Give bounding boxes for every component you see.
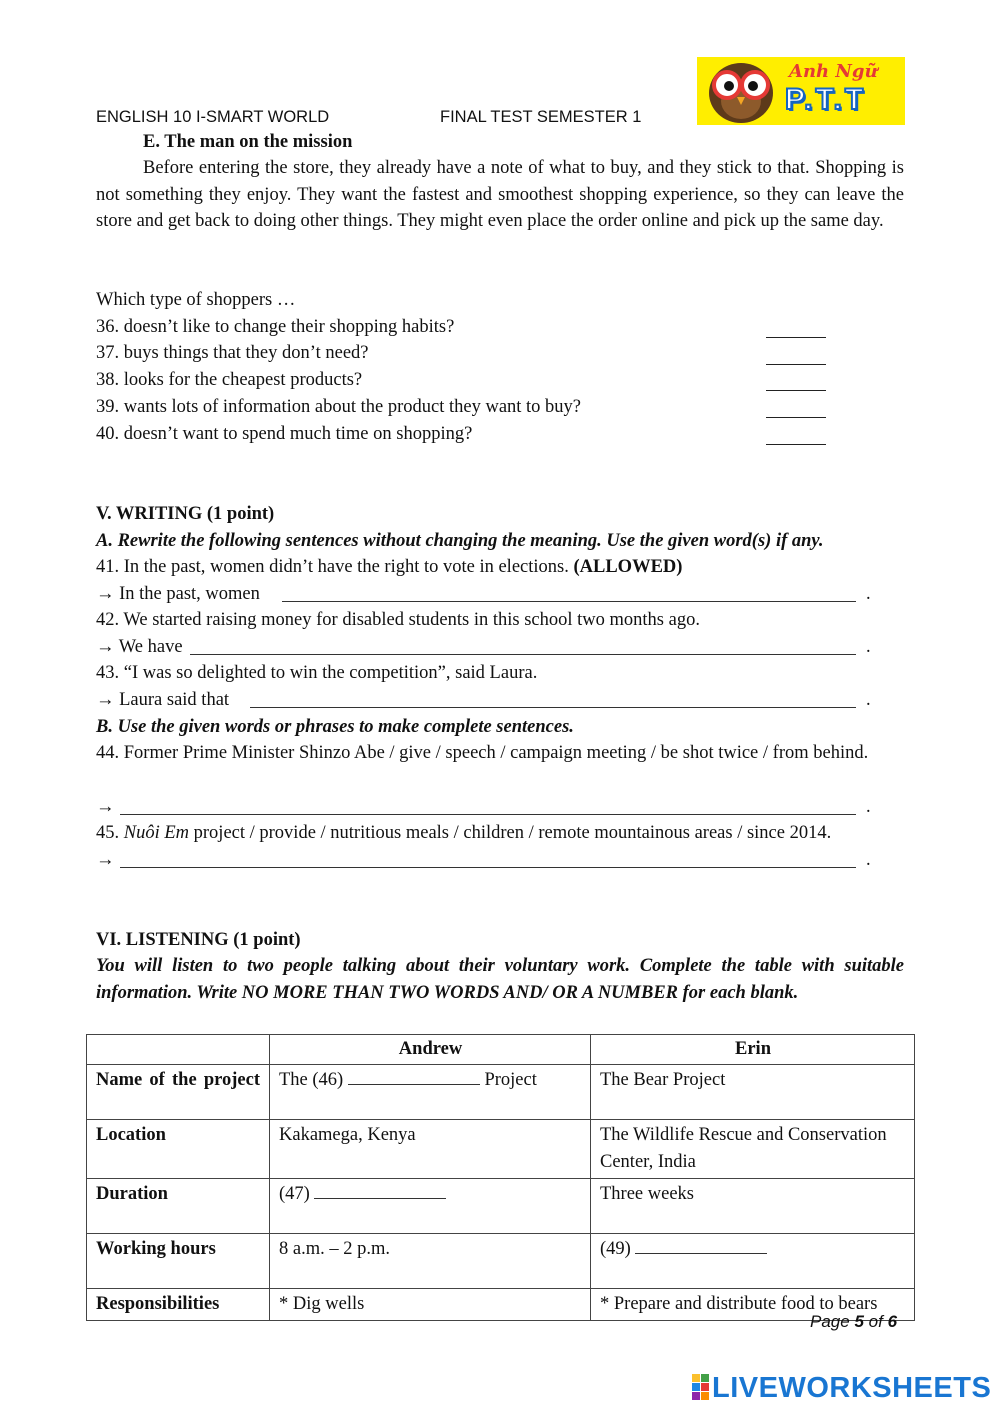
page-of: of — [868, 1312, 883, 1331]
page-prefix: Page — [810, 1312, 850, 1331]
logo-brand: P.T.T — [785, 83, 867, 116]
table-row — [87, 1234, 915, 1289]
answer-42-period: . — [866, 637, 871, 657]
table-row — [87, 1065, 915, 1120]
question-42: 42. We started raising money for disabled students in this school two months ago. — [96, 610, 700, 630]
listening-title: VI. LISTENING (1 point) — [96, 930, 301, 950]
writing-title: V. WRITING (1 point) — [96, 504, 275, 524]
answer-43-lead: → Laura said that — [96, 690, 230, 710]
header-test-name: FINAL TEST SEMESTER 1 — [440, 108, 642, 126]
cell-andrew-duration — [270, 1179, 591, 1234]
blank-49[interactable] — [635, 1237, 767, 1254]
cell-andrew-name-pre: The (46) — [279, 1070, 344, 1090]
row-label-responsibilities: Responsibilities — [87, 1289, 270, 1321]
cell-andrew-hours: 8 a.m. – 2 p.m. — [270, 1234, 591, 1289]
question-41-text: 41. In the past, women didn’t have the right to vote in elections. — [96, 557, 569, 577]
table-header-erin: Erin — [591, 1035, 915, 1065]
answer-blank-36[interactable] — [766, 337, 826, 338]
row-label-name-text: Name of the project — [96, 1070, 260, 1090]
answer-blank-40[interactable] — [766, 444, 826, 445]
cell-andrew-duration-text: (47) — [279, 1184, 310, 1204]
cell-andrew-responsibilities: * Dig wells — [270, 1289, 591, 1321]
row-label-name — [87, 1065, 270, 1120]
logo — [697, 57, 905, 125]
reading-paragraph: Before entering the store, they already have a note of what to buy, and they stick to that. Shopping is not something they enjoy. They want the fastest and smoothest shopping experience, so they can leave the store and get back to doing other things. They might even place the order online and pick up the same day. — [96, 158, 904, 231]
page-current: 5 — [854, 1312, 864, 1331]
answer-44-arrow: → — [96, 797, 115, 817]
cell-andrew-name-post: Project — [484, 1070, 537, 1090]
answer-blank-38[interactable] — [766, 390, 826, 391]
row-label-location: Location — [87, 1120, 270, 1179]
answer-blank-37[interactable] — [766, 364, 826, 365]
answer-45-arrow: → — [96, 850, 115, 870]
reading-section-title: E. The man on the mission — [143, 132, 353, 152]
writing-part-a: A. Rewrite the following sentences without changing the meaning. Use the given word(s) if any. — [96, 531, 824, 551]
owl-icon — [701, 57, 781, 125]
answer-44-line[interactable] — [120, 814, 856, 815]
table-header-empty — [87, 1035, 270, 1065]
table-row — [87, 1289, 915, 1321]
blank-47[interactable] — [314, 1182, 446, 1199]
page-number — [810, 1312, 897, 1332]
answer-blank-39[interactable] — [766, 417, 826, 418]
question-intro: Which type of shoppers … — [96, 290, 296, 310]
answer-41-lead: → In the past, women — [96, 584, 260, 604]
listening-instruction: You will listen to two people talking about their voluntary work. Complete the table with suitable information. Write NO MORE THAN TWO WORDS AND/ OR A NUMBER for each blank. — [96, 956, 904, 1003]
cell-erin-name: The Bear Project — [591, 1065, 915, 1120]
question-41-keyword: (ALLOWED) — [573, 557, 683, 577]
question-45-project-name: Nuôi Em — [123, 823, 190, 843]
logo-tagline: Anh Ngữ — [789, 61, 878, 82]
blank-46[interactable] — [348, 1068, 480, 1085]
answer-44-period: . — [866, 797, 871, 817]
answer-42-line[interactable] — [190, 654, 856, 655]
question-36: 36. doesn’t like to change their shopping habits? — [96, 317, 455, 337]
question-39: 39. wants lots of information about the product they want to buy? — [96, 397, 582, 417]
writing-part-b: B. Use the given words or phrases to make complete sentences. — [96, 717, 574, 737]
cell-andrew-location: Kakamega, Kenya — [270, 1120, 591, 1179]
answer-41-line[interactable] — [282, 601, 856, 602]
question-45-text: project / provide / nutritious meals / children / remote mountainous areas / since 2014. — [193, 823, 832, 843]
row-label-duration: Duration — [87, 1179, 270, 1234]
question-45-number: 45. — [96, 823, 120, 843]
table-header-row — [87, 1035, 915, 1065]
answer-43-period: . — [866, 690, 871, 710]
question-45 — [96, 820, 831, 846]
question-38: 38. looks for the cheapest products? — [96, 370, 363, 390]
page-total: 6 — [887, 1312, 898, 1331]
answer-42-lead: → We have — [96, 637, 183, 657]
table-header-andrew: Andrew — [270, 1035, 591, 1065]
table-row — [87, 1120, 915, 1179]
row-label-hours: Working hours — [87, 1234, 270, 1289]
question-43: 43. “I was so delighted to win the competition”, said Laura. — [96, 663, 538, 683]
question-37: 37. buys things that they don’t need? — [96, 343, 369, 363]
answer-45-period: . — [866, 850, 871, 870]
liveworksheets-text: LIVEWORKSHEETS — [712, 1372, 992, 1404]
question-41 — [96, 554, 682, 580]
cell-erin-responsibilities: * Prepare and distribute food to bears — [591, 1289, 915, 1321]
cell-erin-location: The Wildlife Rescue and Conservation Center, India — [591, 1120, 915, 1179]
cell-erin-duration: Three weeks — [591, 1179, 915, 1234]
answer-41-period: . — [866, 584, 871, 604]
cell-erin-hours-text: (49) — [600, 1239, 631, 1259]
listening-table — [86, 1034, 915, 1321]
answer-45-line[interactable] — [120, 867, 856, 868]
answer-43-line[interactable] — [250, 707, 856, 708]
header-course: ENGLISH 10 I-SMART WORLD — [96, 108, 330, 126]
question-44: 44. Former Prime Minister Shinzo Abe / give / speech / campaign meeting / be shot twice / from behind. — [96, 743, 869, 763]
question-40: 40. doesn’t want to spend much time on shopping? — [96, 424, 473, 444]
cell-erin-hours — [591, 1234, 915, 1289]
table-row — [87, 1179, 915, 1234]
cell-andrew-name — [270, 1065, 591, 1120]
